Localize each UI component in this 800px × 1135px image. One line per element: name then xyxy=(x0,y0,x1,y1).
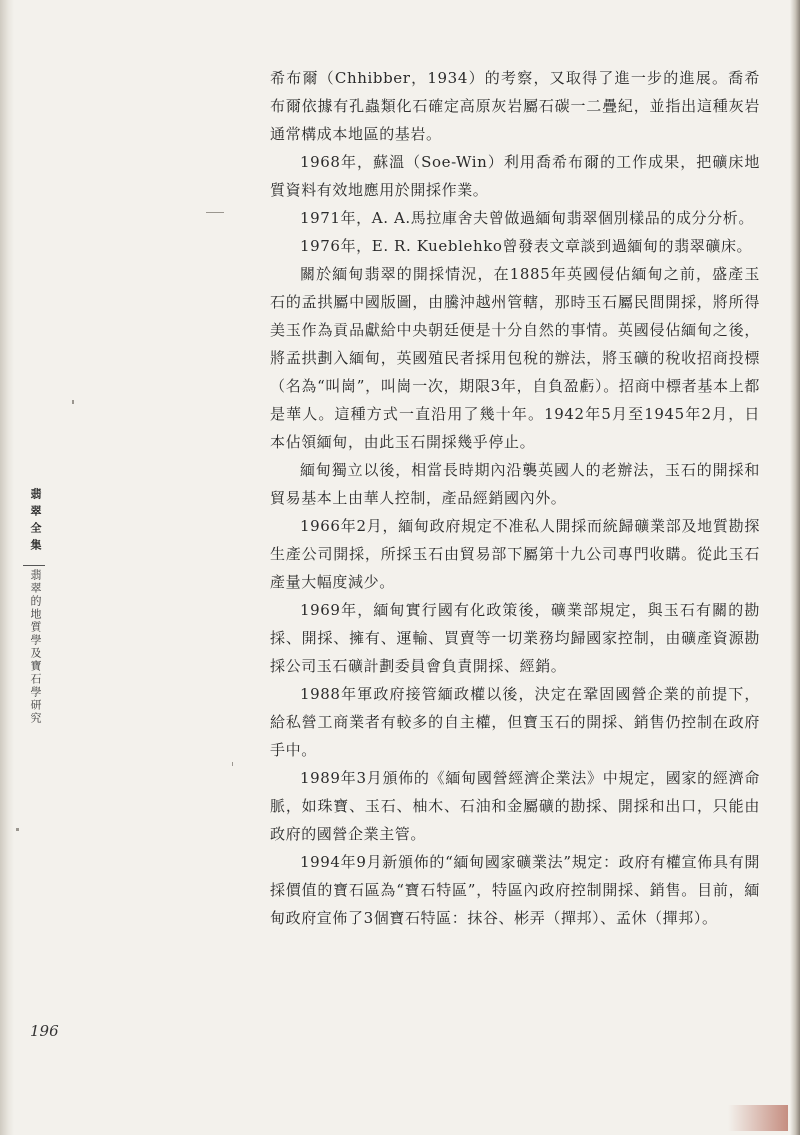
paragraph: 1976年，E. R. Kueblehko曾發表文章談到過緬甸的翡翠礦床。 xyxy=(300,237,753,255)
series-title: 翡翠全集 xyxy=(29,488,42,556)
paragraph: 1971年，A. A.馬拉庫舍夫曾做過緬甸翡翠個別樣品的成分分析。 xyxy=(300,209,754,227)
paragraph: 1966年2月，緬甸政府規定不准私人開採而統歸礦業部及地質勘探生產公司開採，所採玉石由貿易部下屬第十九公司專門收購。從此玉石產量大幅度減少。 xyxy=(270,517,760,591)
body-text xyxy=(270,64,760,932)
paragraph: 1989年3月頒佈的《緬甸國營經濟企業法》中規定，國家的經濟命脈，如珠寶、玉石、柚木、石油和金屬礦的勘採、開採和出口，只能由政府的國營企業主管。 xyxy=(270,769,760,843)
scan-speck xyxy=(72,400,74,404)
paragraph: 關於緬甸翡翠的開採情況，在1885年英國侵佔緬甸之前，盛產玉石的孟拱屬中國版圖，由騰沖越州管轄，那時玉石屬民間開採，將所得美玉作為貢品獻給中央朝廷便是十分自然的事情。英國侵佔緬甸之後，將孟拱劃入緬甸，英國殖民者採用包稅的辦法，將玉礦的稅收招商投標（名為“叫崗”，叫崗一次，期限3年，自負盈虧）。招商中標者基本上都是華人。這種方式一直沿用了幾十年。1942年5月至1945年2月，日本佔領緬甸，由此玉石開採幾乎停止。 xyxy=(270,265,760,451)
scan-speck xyxy=(16,828,19,831)
scan-speck xyxy=(232,762,233,766)
page-right-edge xyxy=(790,0,800,1135)
paragraph: 緬甸獨立以後，相當長時期內沿襲英國人的老辦法，玉石的開採和貿易基本上由華人控制，產品經銷國內外。 xyxy=(270,461,760,507)
paragraph: 希布爾（Chhibber，1934）的考察，又取得了進一步的進展。喬希布爾依據有孔蟲類化石確定高原灰岩屬石碳一二疊紀，並指出這種灰岩通常構成本地區的基岩。 xyxy=(270,69,760,143)
paragraph: 1988年軍政府接管緬政權以後，決定在鞏固國營企業的前提下，給私營工商業者有較多的自主權，但寶玉石的開採、銷售仍控制在政府手中。 xyxy=(270,685,760,759)
paragraph: 1994年9月新頒佈的“緬甸國家礦業法”規定：政府有權宣佈具有開採價值的寶石區為“寶石特區”，特區內政府控制開採、銷售。目前，緬甸政府宣佈了3個寶石特區：抹谷、彬弄（撣邦）、孟休（撣邦）。 xyxy=(270,853,760,927)
corner-stain xyxy=(728,1105,788,1131)
paragraph: 1968年，蘇溫（Soe-Win）利用喬希布爾的工作成果，把礦床地質資料有效地應用於開採作業。 xyxy=(270,153,760,199)
sidebar-divider xyxy=(23,565,45,566)
chapter-title: 翡翠的地質學及寶石學研究 xyxy=(29,569,42,725)
paragraph: 1969年，緬甸實行國有化政策後，礦業部規定，與玉石有關的勘採、開採、擁有、運輸、買賣等一切業務均歸國家控制，由礦產資源勘採公司玉石礦計劃委員會負責開採、經銷。 xyxy=(270,601,760,675)
page-number: 196 xyxy=(30,1022,59,1040)
running-sidebar xyxy=(20,488,50,725)
page-left-edge xyxy=(0,0,14,1135)
scan-speck xyxy=(206,212,224,213)
